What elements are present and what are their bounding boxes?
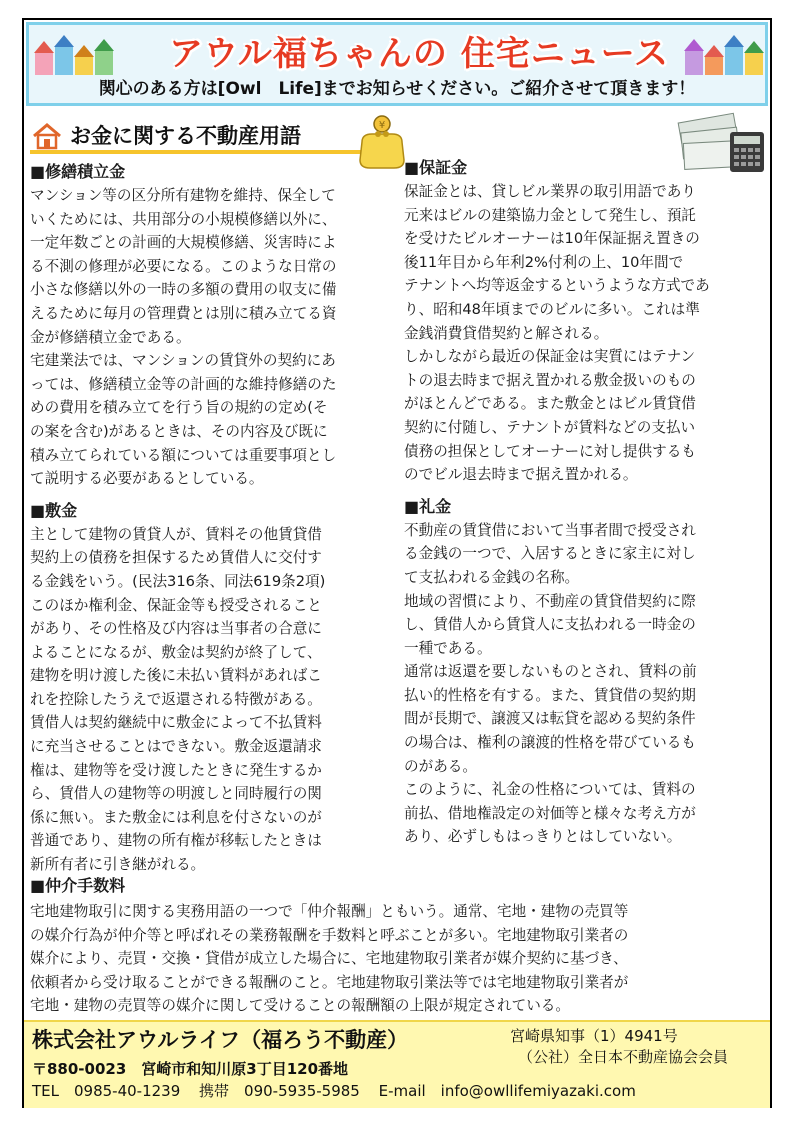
text-line: 不動産の賃貸借において当事者間で授受され [404, 521, 696, 539]
text-line: 宅地建物取引に関する実務用語の一つで「仲介報酬」ともいう。通常、宅地・建物の売買等 [30, 903, 629, 920]
shikikin-para-1 [30, 523, 386, 712]
text-line: る不測の修理が必要になる。このような日常の [30, 257, 337, 275]
text-line: っては、修繕積立金等の計画的な維持修繕のた [30, 375, 337, 393]
text-line: 新所有者に引き継がれる。 [30, 856, 206, 874]
text-line: 小さな修繕以外の一時の多額の費用の収支に備 [30, 281, 337, 299]
text-line: 地域の習慣により、不動産の賃貸借契約に際 [404, 592, 696, 610]
svg-text:¥: ¥ [378, 120, 386, 131]
text-line: マンション等の区分所有建物を維持、保全して [30, 187, 336, 204]
text-line: 通常は返還を要しないものとされ、賃料の前 [404, 663, 697, 681]
text-line: 金銭消費貸借契約と解される。 [404, 324, 609, 342]
reikin-para-3 [404, 660, 766, 778]
mobile-phone: 携帯 090-5935-5985 [199, 1082, 360, 1100]
reikin-para-4 [404, 778, 766, 849]
text-line: このように、礼金の性格については、賃料の [404, 781, 696, 799]
text-line: し、賃借人から賃貸人に支払われる一時金の [404, 616, 696, 634]
text-line: の案を含む)があるときは、その内容及び既に [30, 422, 328, 440]
text-line: 金が修繕積立金である。 [30, 328, 191, 346]
text-line: る金銭をいう。(民法316条、同法619条2項) [30, 572, 326, 590]
text-line: めの費用を積み立てを行う旨の規約の定め(そ [30, 399, 328, 417]
right-column [404, 156, 766, 849]
section-title: お金に関する不動産用語 [70, 124, 301, 148]
text-line: の媒介行為が仲介等と呼ばれその業務報酬を手数料と呼ぶことが多い。宅地建物取引業者の [30, 926, 629, 944]
reikin-para-1 [404, 519, 766, 590]
text-line: れを控除したうえで返還される特徴がある。 [30, 690, 322, 708]
text-line: のでビル退去時まで据え置かれる。 [404, 466, 638, 484]
text-line: 宅地・建物の売買等の媒介に関して受けることの報酬額の上限が規定されている。 [30, 997, 570, 1015]
text-line: 依頼者から受け取ることができる報酬のこと。宅地建物取引業法等では宅地建物取引業者が [30, 973, 629, 991]
company-address: 〒880-0023 宮崎市和知川原3丁目120番地 [32, 1060, 349, 1078]
text-line: り、昭和48年頃までのビルに多い。これは準 [404, 300, 700, 318]
heading-reikin: ■礼金 [404, 496, 452, 516]
text-line: 債務の担保としてオーナーに対し提供するも [404, 442, 696, 460]
text-line: あり、必ずしもはっきりとはしていない。 [404, 828, 682, 846]
reikin-para-2 [404, 590, 766, 661]
telephone: TEL 0985-40-1239 [32, 1082, 181, 1100]
chukai-para [30, 900, 770, 1018]
chukai-section [30, 874, 770, 1018]
hoshokin-para-1 [404, 180, 766, 345]
text-line: 普通であり、建物の所有権が移転したときは [30, 832, 322, 850]
text-line: 元来はビルの建築協力金として発生し、預託 [404, 206, 696, 224]
text-line: 積み立てられている額については重要事項とし [30, 446, 337, 464]
text-line: 一種である。 [404, 639, 492, 657]
text-line: いくためには、共用部分の小規模修繕以外に、 [30, 210, 337, 228]
contact-info [32, 1080, 650, 1101]
heading-chukai: ■仲介手数料 [30, 876, 126, 895]
shuzen-para-1 [30, 184, 386, 349]
hoshokin-para-2 [404, 345, 766, 487]
text-line: 払い的性格を有する。また、賃貸借の契約期 [404, 686, 696, 704]
text-line: よることになるが、敷金は契約が終了して、 [30, 643, 322, 661]
left-column [30, 160, 386, 877]
text-line: 建物を明け渡した後に未払い賃料があればこ [30, 667, 322, 685]
association-membership: （公社）全日本不動産協会会員 [518, 1048, 729, 1066]
license-number: 宮崎県知事（1）4941号 [510, 1027, 678, 1045]
text-line: えるために毎月の管理費とは別に積み立てる資 [30, 304, 337, 322]
newsletter-title: アウル福ちゃんの 住宅ニュース [168, 34, 670, 74]
text-line: の場合は、権利の譲渡的性格を帯びているも [404, 734, 696, 752]
text-line: があり、その性格及び内容は当事者の合意に [30, 620, 322, 638]
license-info [510, 1026, 728, 1068]
house-icon [32, 122, 62, 150]
section-underline [30, 150, 370, 154]
text-line: のがある。 [404, 757, 477, 775]
text-line: を受けたビルオーナーは10年保証据え置きの [404, 230, 700, 248]
section-heading [30, 118, 400, 154]
text-line: テナントへ均等返金するというような方式であ [404, 277, 710, 295]
shuzen-para-2 [30, 349, 386, 491]
text-line: る金銭の一つで、入居するときに家主に対し [404, 545, 696, 563]
heading-shuzen: ■修繕積立金 [30, 162, 126, 181]
newsletter-subtitle: 関心のある方は[Owl Life]までお知らせください。ご紹介させて頂きます！ [98, 79, 696, 99]
heading-shikikin: ■敷金 [30, 500, 78, 520]
text-line: トの退去時まで据え置かれる敷金扱いのもの [404, 371, 696, 389]
text-line: しかしながら最近の保証金は実質にはテナン [404, 348, 696, 366]
text-line: 契約に付随し、テナントが賃料などの支払い [404, 418, 696, 436]
houses-decoration-left [35, 31, 113, 75]
email-address: E-mail info@owllifemiyazaki.com [378, 1082, 636, 1100]
company-footer [24, 1020, 770, 1108]
text-line: 媒介により、売買・交換・貸借が成立した場合に、宅地建物取引業者が媒介契約に基づき、 [30, 950, 628, 968]
text-line: 後11年目から年利2%付利の上、10年間で [404, 253, 684, 271]
text-line: ら、賃借人の建物等の明渡しと同時履行の関 [30, 785, 322, 803]
text-line: 宅建業法では、マンションの賃貸外の契約にあ [30, 352, 336, 370]
text-line: 保証金とは、貸しビル業界の取引用語であり [404, 183, 696, 200]
text-line: 間が長期で、譲渡又は転貸を認める契約条件 [404, 710, 696, 728]
company-name: 株式会社アウルライフ（福ろう不動産） [32, 1028, 409, 1052]
text-line: て説明する必要があるとしている。 [30, 470, 264, 488]
text-line: 賃借人は契約継続中に敷金によって不払賃料 [30, 714, 322, 732]
text-line: 契約上の債務を担保するため賃借人に交付す [30, 549, 322, 567]
text-line: て支払われる金銭の名称。 [404, 568, 580, 586]
text-line: このほか権利金、保証金等も授受されること [30, 596, 322, 614]
text-line: 主として建物の賃貸人が、賃料その他賃貸借 [30, 525, 322, 543]
text-line: がほとんどである。また敷金とはビル賃貸借 [404, 395, 696, 413]
text-line: 一定年数ごとの計画的大規模修繕、災害時によ [30, 234, 337, 252]
text-line: 前払、借地権設定の対価等と様々な考え方が [404, 804, 696, 822]
shikikin-para-2 [30, 711, 386, 876]
text-line: 係に無い。また敷金には利息を付さないのが [30, 808, 322, 826]
text-line: に充当させることはできない。敷金返還請求 [30, 738, 322, 756]
heading-hoshokin: ■保証金 [404, 158, 468, 177]
text-line: 権は、建物等を受け渡したときに発生するか [30, 761, 322, 779]
